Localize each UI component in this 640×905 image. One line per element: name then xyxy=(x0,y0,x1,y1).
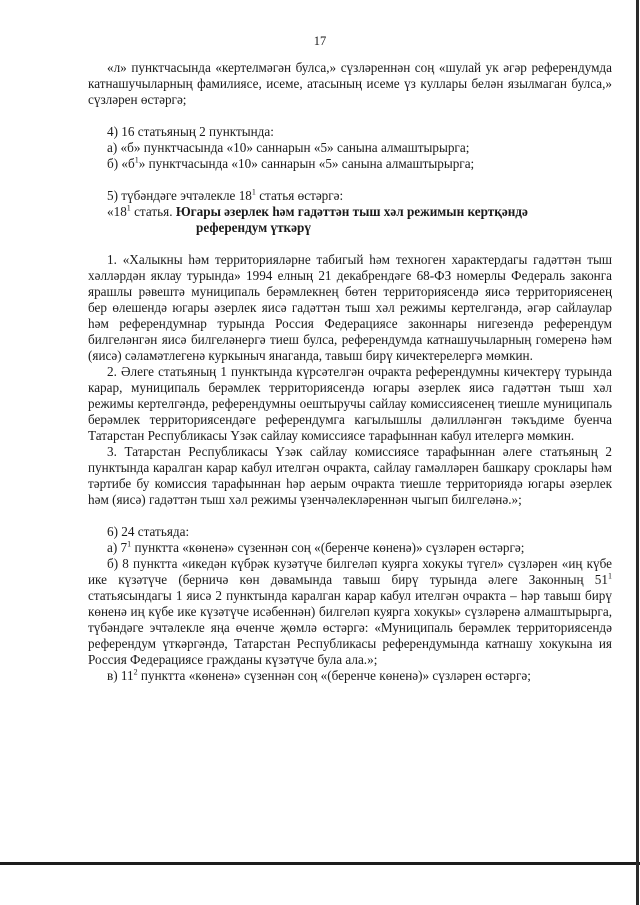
paragraph-article-point-1: 1. «Халыкны һәм территорияләрне табигый һәм техноген характердагы гадәттән тыш хәлләрдән яклау турында» 1994 елның 21 декабрендәге 68-ФЗ номерлы Федераль законга ярашлы рәвештә муниципаль берәмлекнең бөтен территориясендә яисә территориясенең бер өлешендә югары әзерлек яисә гадәттән тыш хәл режимы кертелгәндә, әгәр сайлаулар һәм референдумнар турында Россия Федерациясе законнары нигезендә референдум билгеләнгән яисә билгеләнергә тиеш булса, референдумда катнашучыларның гомеренә һәм (яисә) сәламәтлегенә куркыныч янаганда, тавыш бирү кичектерелергә мөмкин. xyxy=(88,252,612,363)
paragraph-item-6c-text-end: пунктта «көненә» сүзеннән соң «(беренче көненә)» сүзләрен өстәргә; xyxy=(137,668,531,683)
paragraph-item-6a-text-end: пунктта «көненә» сүзеннән соң «(беренче көненә)» сүзләрен өстәргә; xyxy=(131,540,525,555)
paragraph-item-4: 4) 16 статьяның 2 пунктында: xyxy=(107,124,274,139)
article-heading xyxy=(88,204,612,220)
document-body xyxy=(88,60,612,684)
superscript: 1 xyxy=(127,539,132,549)
paragraph-item-4b-text-end: » пунктчасында «10» саннарын «5» санына алмаштырырга; xyxy=(138,156,475,171)
paragraph-amendment-l: «л» пунктчасында «кертелмәгән булса,» сүзләреннән соң «шулай ук әгәр референдумда катнашучыларның фамилиясе, исеме, атасының исеме үз куллары белән язылмаган булса,» сүзләрен өстәргә; xyxy=(88,60,612,107)
article-prefix-end: статья. xyxy=(130,204,176,219)
paragraph-item-6c-text: в) 11 xyxy=(107,668,134,683)
paragraph-item-6b-text: б) 8 пунктта «икедән күбрәк кузәтүче билгеләп куярга хокукы түгел» сүзләрен «иң күбе ике күзәтүче (берничә көн дәвамында тавыш бирү турында әлеге Законның 51 xyxy=(88,556,612,587)
scan-right-border xyxy=(636,0,639,905)
paragraph-item-4b xyxy=(88,156,612,172)
scan-bottom-border xyxy=(0,862,640,865)
article-title-line-2: референдум үткәрү xyxy=(196,220,311,235)
paragraph-article-point-3: 3. Татарстан Республикасы Үзәк сайлау комиссиясе тарафыннан әлеге статьяның 2 пунктында каралган карар кабул ителгән очракта, сайлау гамәлләрен башкару сроклары һәм тәртибе бу комиссия тарафыннан һәр аерым очракта тиешле территориядә югары әзерлек һәм (яисә) гадәттән тыш хәл режимы үзенчәлекләреннән чыгып билгеләнә.»; xyxy=(88,444,612,507)
paragraph-item-5-text-end: статья өстәргә: xyxy=(255,188,344,203)
superscript: 1 xyxy=(608,571,612,581)
paragraph-item-4b-text: б) «б xyxy=(107,156,135,171)
paragraph-item-6b xyxy=(88,556,612,668)
article-prefix: «18 xyxy=(107,204,127,219)
paragraph-item-5 xyxy=(88,188,612,204)
paragraph-item-6a xyxy=(88,540,612,556)
superscript: 2 xyxy=(133,667,138,677)
article-title-line-1: Югары әзерлек һәм гадәттән тыш хәл режимын кертқәндә xyxy=(175,204,528,219)
paragraph-item-4a: а) «б» пунктчасында «10» саннарын «5» санына алмаштырырга; xyxy=(107,140,470,155)
superscript: 1 xyxy=(126,203,131,213)
paragraph-item-6a-text: а) 7 xyxy=(107,540,128,555)
paragraph-item-6: 6) 24 статьяда: xyxy=(107,524,190,539)
paragraph-item-6c xyxy=(88,668,612,684)
page-number: 17 xyxy=(313,34,327,48)
paragraph-article-point-2: 2. Әлеге статьяның 1 пунктында күрсәтелгән очракта референдумны кичектерү турында карар, муниципаль берәмлек территориясендә югары әзерлек яисә гадәттән тыш хәл режимы кертелгәндә, референдумны оештыручы сайлау комиссиясенең тиешле муниципаль берәмлек территориясендәге референдумга кагылышлы дәлилләнгән тәкъдиме буенча Татарстан Республикасы Үзәк сайлау комиссиясе тарафыннан кабул ителергә мөмкин. xyxy=(88,364,612,443)
superscript: 1 xyxy=(251,187,256,197)
superscript: 1 xyxy=(134,155,139,165)
paragraph-item-5-text: 5) түбәндәге эчтәлекле 18 xyxy=(107,188,252,203)
paragraph-item-6b-text-end: статьясындагы 1 яисә 2 пунктында каралган карар кабул ителгән очракта – һәр тавыш бирү көненә иң күбе ике күзәтүче исәбеннән) билгеләп куярга хокукы» сүзләренә алмаштырырга, түбәндәге эчтәлекле яңа өченче җөмлә өстәргә: «Муниципаль берәмлек территориясендә референдум үткәргәндә, Татарстан Республикасы референдумында катнашу хокукына ия Россия Федерациясе гражданы күзәтүче була ала.»; xyxy=(88,588,612,667)
